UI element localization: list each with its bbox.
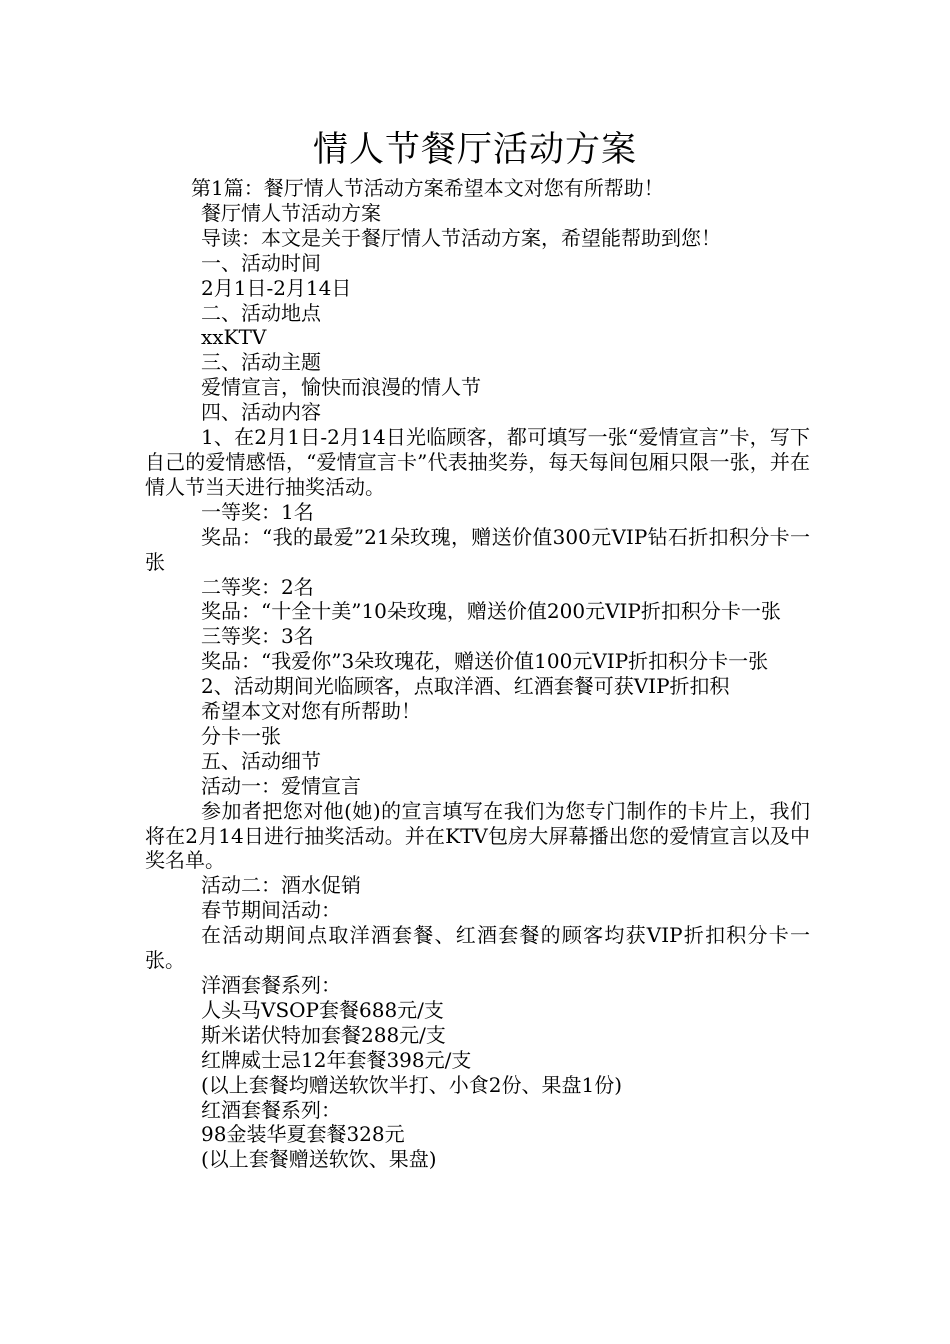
activity-two-heading: 活动二：酒水促销 — [201, 873, 361, 898]
paragraph-promotion: 在活动期间点取洋酒套餐、红酒套餐的顾客均获VIP折扣积分卡一张。 — [145, 923, 810, 973]
section-heading-theme: 三、活动主题 — [201, 350, 321, 375]
item-2-continued: 分卡一张 — [201, 723, 281, 748]
wine-item-1: 98金装华夏套餐328元 — [201, 1122, 405, 1147]
section-heading-content: 四、活动内容 — [201, 400, 321, 425]
liquor-item-1: 人头马VSOP套餐688元/支 — [201, 997, 444, 1022]
document-title: 情人节餐厅活动方案 — [312, 130, 637, 170]
chapter-heading: 第1篇：餐厅情人节活动方案希望本文对您有所帮助！ — [191, 176, 664, 200]
paragraph-lottery-card: 1、在2月1日-2月14日光临顾客，都可填写一张“爱情宣言”卡，写下自己的爱情感悟，“爱情宣言卡”代表抽奖券，每天每间包厢只限一张，并在情人节当天进行抽奖活动。 — [145, 425, 810, 499]
help-note: 希望本文对您有所帮助！ — [201, 699, 421, 724]
liquor-item-3: 红牌威士忌12年套餐398元/支 — [201, 1047, 472, 1072]
document-body — [145, 176, 810, 1172]
subtitle: 餐厅情人节活动方案 — [201, 200, 381, 225]
event-location: xxKTV — [201, 325, 267, 350]
first-prize-heading: 一等奖：1名 — [201, 499, 314, 524]
event-theme: 爱情宣言，愉快而浪漫的情人节 — [201, 375, 481, 400]
intro-text: 导读：本文是关于餐厅情人节活动方案，希望能帮助到您！ — [201, 225, 721, 250]
third-prize-detail: 奖品：“我爱你”3朵玫瑰花，赠送价值100元VIP折扣积分卡一张 — [201, 649, 769, 674]
paragraph-declaration: 参加者把您对他(她)的宣言填写在我们为您专门制作的卡片上，我们将在2月14日进行抽奖活动。并在KTV包房大屏幕播出您的爱情宣言以及中奖名单。 — [145, 798, 810, 873]
second-prize-heading: 二等奖：2名 — [201, 574, 314, 599]
wine-series-heading: 红酒套餐系列： — [201, 1097, 341, 1122]
first-prize-detail: 奖品：“我的最爱”21朵玫瑰，赠送价值300元VIP钻石折扣积分卡一张 — [145, 524, 810, 574]
activity-one-heading: 活动一：爱情宣言 — [201, 773, 361, 798]
section-heading-location: 二、活动地点 — [201, 300, 321, 325]
section-heading-details: 五、活动细节 — [201, 748, 321, 773]
spring-festival-heading: 春节期间活动： — [201, 898, 341, 923]
item-2-text: 2、活动期间光临顾客，点取洋酒、红酒套餐可获VIP折扣积 — [201, 674, 730, 699]
third-prize-heading: 三等奖：3名 — [201, 624, 314, 649]
liquor-note: (以上套餐均赠送软饮半打、小食2份、果盘1份) — [201, 1072, 623, 1097]
event-dates: 2月1日-2月14日 — [201, 275, 352, 300]
liquor-series-heading: 洋酒套餐系列： — [201, 973, 341, 997]
liquor-item-2: 斯米诺伏特加套餐288元/支 — [201, 1022, 446, 1047]
section-heading-time: 一、活动时间 — [201, 250, 321, 275]
wine-note: (以上套餐赠送软饮、果盘) — [201, 1147, 437, 1172]
second-prize-detail: 奖品：“十全十美”10朵玫瑰，赠送价值200元VIP折扣积分卡一张 — [201, 599, 781, 624]
